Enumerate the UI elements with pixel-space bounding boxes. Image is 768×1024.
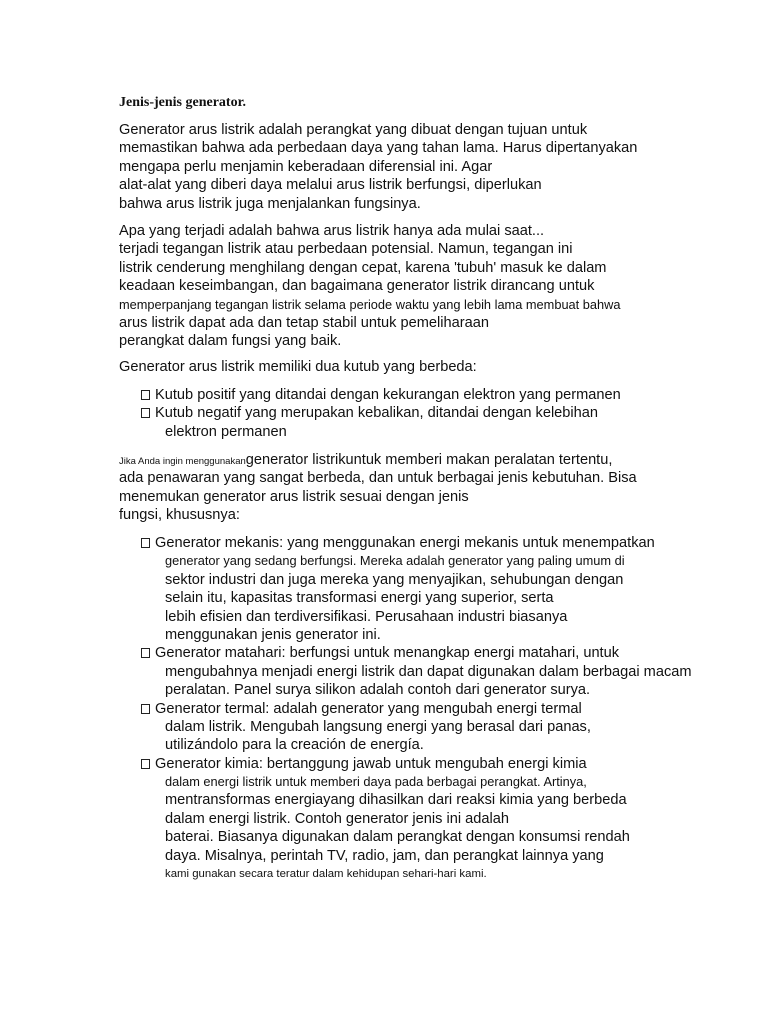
text-line: Generator arus listrik memiliki dua kutub yang berbeda: [119,359,477,375]
text-line: Apa yang terjadi adalah bahwa arus listrik hanya ada mulai saat... [119,223,545,239]
list-poles [119,386,621,441]
list-item-continuation: lebih efisien dan terdiversifikasi. Perusahaan industri biasanya [165,608,568,625]
list-item-text: Generator termal: adalah generator yang mengubah energi termal [155,700,582,717]
list-item-continuation: mentransformas energiayang dihasilkan dari reaksi kimia yang berbeda [165,792,627,809]
list-item [119,644,692,662]
list-item-continuation: mengubahnya menjadi energi listrik dan dapat digunakan dalam berbagai macam [165,663,692,680]
text-line: fungsi, khususnya: [119,507,240,524]
text-line: terjadi tegangan listrik atau perbedaan potensial. Namun, tegangan ini [119,241,573,258]
text-line: ada penawaran yang sangat berbeda, dan untuk berbagai jenis kebutuhan. Bisa [119,470,637,487]
list-item-continuation: generator yang sedang berfungsi. Mereka adalah generator yang paling umum di [165,553,625,569]
list-item-continuation: peralatan. Panel surya silikon adalah contoh dari generator surya. [165,682,591,699]
paragraph-intro [119,121,637,213]
paragraph-voltage [119,222,621,351]
list-item-text: Generator mekanis: yang menggunakan energi mekanis untuk menempatkan [155,535,655,551]
list-item-text: Generator kimia: bertanggung jawab untuk mengubah energi kimia [155,755,587,772]
checkbox-bullet-icon [141,390,150,400]
document-title: Jenis-jenis generator. [119,95,247,110]
list-item-continuation: dalam listrik. Mengubah langsung energi yang berasal dari panas, [165,718,591,735]
paragraph-usage [119,451,637,525]
text-line [119,451,637,469]
list-item-continuation: sektor industri dan juga mereka yang menyajikan, sehubungan dengan [165,571,624,588]
list-item-continuation: kami gunakan secara teratur dalam kehidupan sehari-hari kami. [165,868,487,881]
list-item [119,534,692,552]
list-item-continuation: dalam energi listrik untuk memberi daya pada berbagai perangkat. Artinya, [165,774,587,790]
list-item [119,386,621,404]
text: generator listrikuntuk memberi makan peralatan tertentu, [245,452,613,468]
list-item-continuation: menggunakan jenis generator ini. [165,626,381,643]
checkbox-bullet-icon [141,648,150,658]
list-item-text: Kutub positif yang ditandai dengan kekurangan elektron yang permanen [155,387,621,403]
text-line: Generator arus listrik adalah perangkat yang dibuat dengan tujuan untuk [119,122,588,138]
list-item-continuation: daya. Misalnya, perintah TV, radio, jam, dan perangkat lainnya yang [165,847,604,864]
list-item-text: Generator matahari: berfungsi untuk menangkap energi matahari, untuk [155,645,620,662]
text-line: bahwa arus listrik juga menjalankan fungsinya. [119,195,421,212]
checkbox-bullet-icon [141,408,150,418]
text-line: memastikan bahwa ada perbedaan daya yang tahan lama. Harus dipertanyakan [119,140,638,157]
list-item [119,404,621,422]
text-line: perangkat dalam fungsi yang baik. [119,333,342,350]
text-line: arus listrik dapat ada dan tetap stabil untuk pemeliharaan [119,314,489,331]
list-item-continuation: elektron permanen [165,423,287,440]
text-line: memperpanjang tegangan listrik selama periode waktu yang lebih lama membuat bahwa [119,296,621,312]
list-item [119,755,692,773]
text-line: keadaan keseimbangan, dan bagaimana generator listrik dirancang untuk [119,278,595,295]
checkbox-bullet-icon [141,759,150,769]
paragraph-poles-intro [119,358,477,376]
list-item-continuation: utilizándolo para la creación de energía. [165,737,424,754]
checkbox-bullet-icon [141,538,150,548]
list-item-continuation: selain itu, kapasitas transformasi energi yang superior, serta [165,590,554,607]
checkbox-bullet-icon [141,704,150,714]
list-item-continuation: dalam energi listrik. Contoh generator jenis ini adalah [165,810,509,827]
list-generator-types [119,534,692,883]
text-line: alat-alat yang diberi daya melalui arus listrik berfungsi, diperlukan [119,177,542,194]
small-text: Jika Anda ingin menggunakan [119,456,246,467]
text-line: mengapa perlu menjamin keberadaan diferensial ini. Agar [119,158,493,175]
text-line: menemukan generator arus listrik sesuai dengan jenis [119,488,469,505]
list-item-continuation: baterai. Biasanya digunakan dalam perangkat dengan konsumsi rendah [165,829,630,846]
text-line: listrik cenderung menghilang dengan cepat, karena 'tubuh' masuk ke dalam [119,259,607,276]
list-item-text: Kutub negatif yang merupakan kebalikan, ditandai dengan kelebihan [155,405,599,422]
list-item [119,700,692,718]
